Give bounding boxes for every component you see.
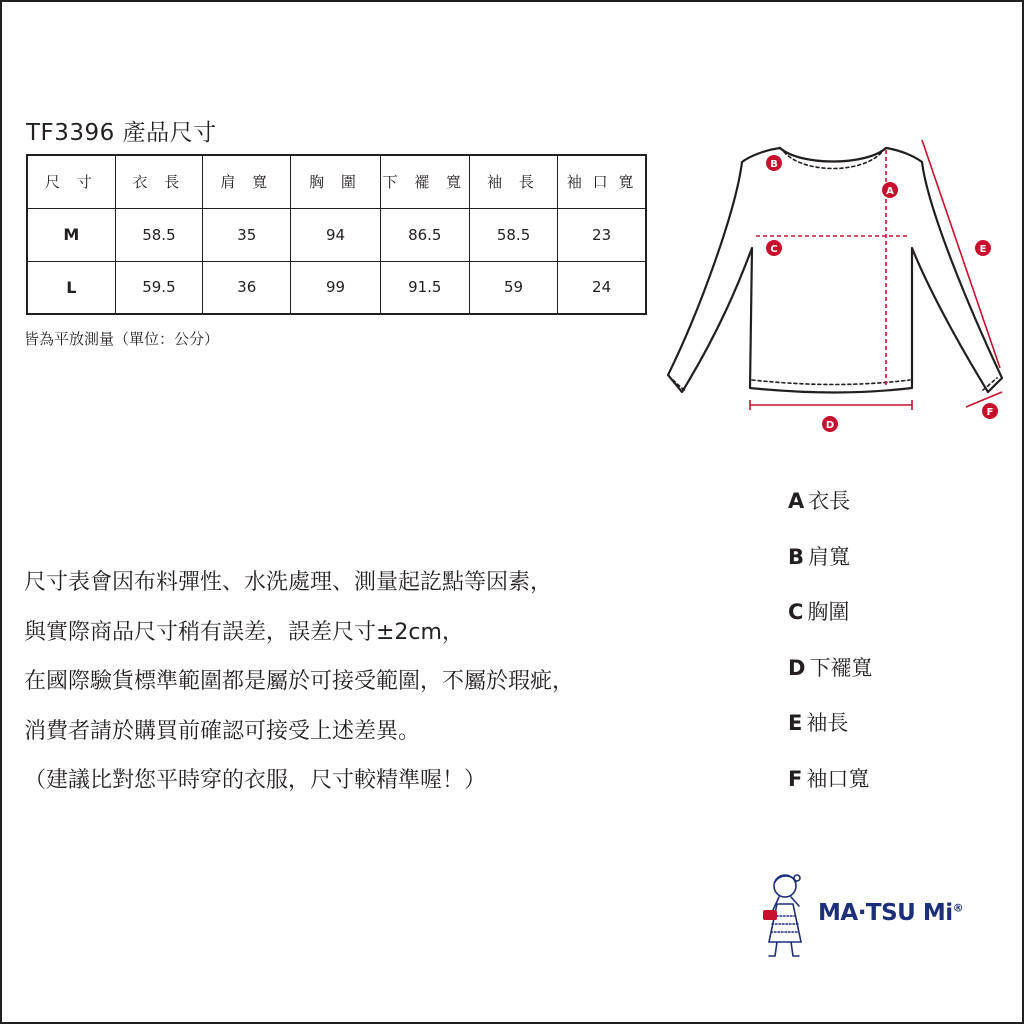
- table-header-cell: 胸 圍: [291, 155, 380, 208]
- table-row: [27, 261, 646, 314]
- disclaimer-line: （建議比對您平時穿的衣服，尺寸較精準喔！）: [24, 768, 487, 793]
- table-header-cell: 肩 寬: [203, 155, 291, 208]
- table-cell: 91.5: [380, 261, 469, 314]
- table-header-row: [27, 155, 646, 208]
- brand-mascot-logo: [755, 870, 817, 960]
- brand-name: MA·TSU Mi®: [818, 900, 964, 926]
- table-cell: 99: [291, 261, 380, 314]
- size-table: [26, 154, 647, 315]
- table-cell: 58.5: [469, 208, 557, 261]
- table-cell: 35: [203, 208, 291, 261]
- table-header-cell: 袖 口 寬: [558, 155, 646, 208]
- legend-item: F 袖口寬: [788, 766, 870, 791]
- table-header-cell: 下 襬 寬: [380, 155, 469, 208]
- measurement-note: 皆為平放測量（單位：公分）: [24, 330, 220, 348]
- measurement-legend: [788, 482, 872, 815]
- table-cell: 94: [291, 208, 380, 261]
- marker-b: B: [770, 159, 778, 170]
- legend-item: E 袖長: [788, 711, 849, 735]
- table-cell: L: [27, 261, 115, 314]
- legend-item: B 肩寬: [788, 544, 851, 569]
- garment-diagram: [660, 130, 1010, 440]
- legend-item: C 胸圍: [788, 600, 850, 624]
- disclaimer-line: 與實際商品尺寸稍有誤差，誤差尺寸±2cm，: [24, 619, 464, 645]
- table-cell: 59: [469, 261, 557, 314]
- table-header-cell: 袖 長: [469, 155, 557, 208]
- table-cell: 23: [558, 208, 646, 261]
- marker-c: C: [770, 244, 778, 255]
- legend-item: D 下襬寬: [788, 655, 873, 680]
- table-header-cell: 衣 長: [115, 155, 202, 208]
- disclaimer-line: 在國際驗貨標準範圍都是屬於可接受範圍，不屬於瑕疵，: [24, 669, 575, 694]
- marker-a: A: [886, 186, 894, 197]
- legend-item: A 衣長: [788, 489, 851, 513]
- table-cell: 86.5: [380, 208, 469, 261]
- disclaimer-line: 尺寸表會因布料彈性、水洗處理、測量起訖點等因素，: [24, 570, 553, 595]
- table-cell: 24: [558, 261, 646, 314]
- table-cell: 36: [203, 261, 291, 314]
- disclaimer-line: 消費者請於購買前確認可接受上述差異。: [24, 718, 421, 744]
- disclaimer-paragraph: [24, 558, 574, 806]
- table-cell: 58.5: [115, 208, 202, 261]
- marker-e: E: [979, 244, 987, 255]
- table-cell: M: [27, 208, 115, 261]
- table-cell: 59.5: [115, 261, 202, 314]
- table-row: [27, 208, 646, 261]
- marker-d: D: [825, 420, 835, 431]
- table-header-cell: 尺 寸: [27, 155, 115, 208]
- page-title: TF3396 產品尺寸: [26, 120, 217, 146]
- marker-f: F: [986, 407, 994, 418]
